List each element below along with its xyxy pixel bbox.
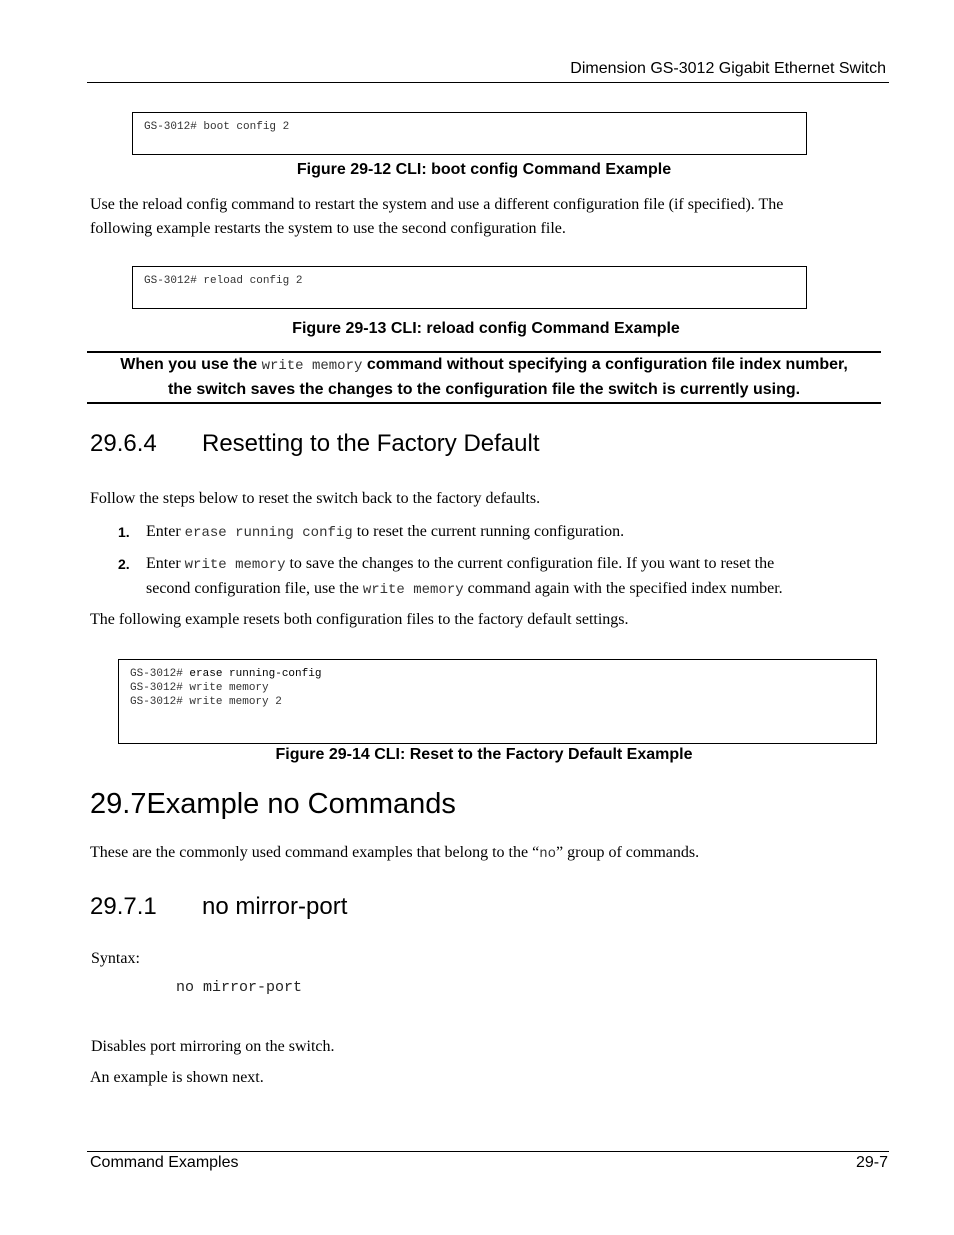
paragraph-reset-outro: The following example resets both configuration files to the factory default settings.	[90, 611, 629, 628]
step-number-1: 1.	[118, 524, 130, 540]
code-line: GS-3012# erase running-config	[130, 668, 322, 680]
paragraph-no-commands-intro: These are the commonly used command examples that belong to the “no” group of commands.	[90, 844, 700, 862]
code-box-factory-reset	[118, 659, 877, 744]
footer-rule	[87, 1151, 889, 1152]
code-line: GS-3012# boot config 2	[144, 121, 290, 133]
step-number-2: 2.	[118, 556, 130, 572]
note-bottom-rule	[87, 402, 881, 404]
code-line: GS-3012# reload config 2	[144, 275, 303, 287]
code-box-boot-config	[132, 112, 807, 155]
header-rule	[87, 82, 889, 83]
section-number-29-6-4: 29.6.4	[90, 430, 157, 457]
figure-caption-13: Figure 29-13 CLI: reload config Command Example	[292, 320, 680, 337]
code-line: GS-3012# write memory 2	[130, 696, 282, 708]
step-2-text: Enter write memory to save the changes to the current configuration file. If you want to reset the second configuration file, use the write memory command again with the specified index number.	[146, 555, 783, 598]
paragraph-reset-intro: Follow the steps below to reset the switch back to the factory defaults.	[90, 490, 541, 507]
paragraph-description: Disables port mirroring on the switch.	[91, 1038, 335, 1055]
figure-caption-12: Figure 29-12 CLI: boot config Command Example	[296, 161, 672, 178]
code-line: GS-3012# write memory	[130, 682, 269, 694]
section-number-29-7-1: 29.7.1	[90, 893, 157, 920]
section-heading-29-7: 29.7Example no Commands	[90, 788, 456, 820]
syntax-command: no mirror-port	[176, 979, 303, 996]
syntax-label: Syntax:	[91, 950, 140, 967]
section-title-29-7-1: no mirror-port	[202, 893, 348, 920]
note-write-memory: When you use the write memory command without specifying a configuration file index number, the switch saves the changes to the configuration file the switch is currently using.	[120, 356, 848, 398]
footer-chapter-title: Command Examples	[90, 1154, 239, 1171]
paragraph-reload-config: Use the reload config command to restart the system and use a different configuration file (if specified). The following example restarts the system to use the second configuration file.	[90, 196, 784, 237]
section-title-29-6-4: Resetting to the Factory Default	[202, 430, 540, 457]
paragraph-example-note: An example is shown next.	[90, 1069, 264, 1086]
running-header: Dimension GS-3012 Gigabit Ethernet Switch	[570, 60, 886, 77]
footer-page-number: 29-7	[855, 1154, 888, 1171]
code-box-reload-config	[132, 266, 807, 309]
figure-caption-14: Figure 29-14 CLI: Reset to the Factory Default Example	[275, 746, 693, 763]
step-1-text: Enter erase running config to reset the current running configuration.	[146, 523, 625, 541]
